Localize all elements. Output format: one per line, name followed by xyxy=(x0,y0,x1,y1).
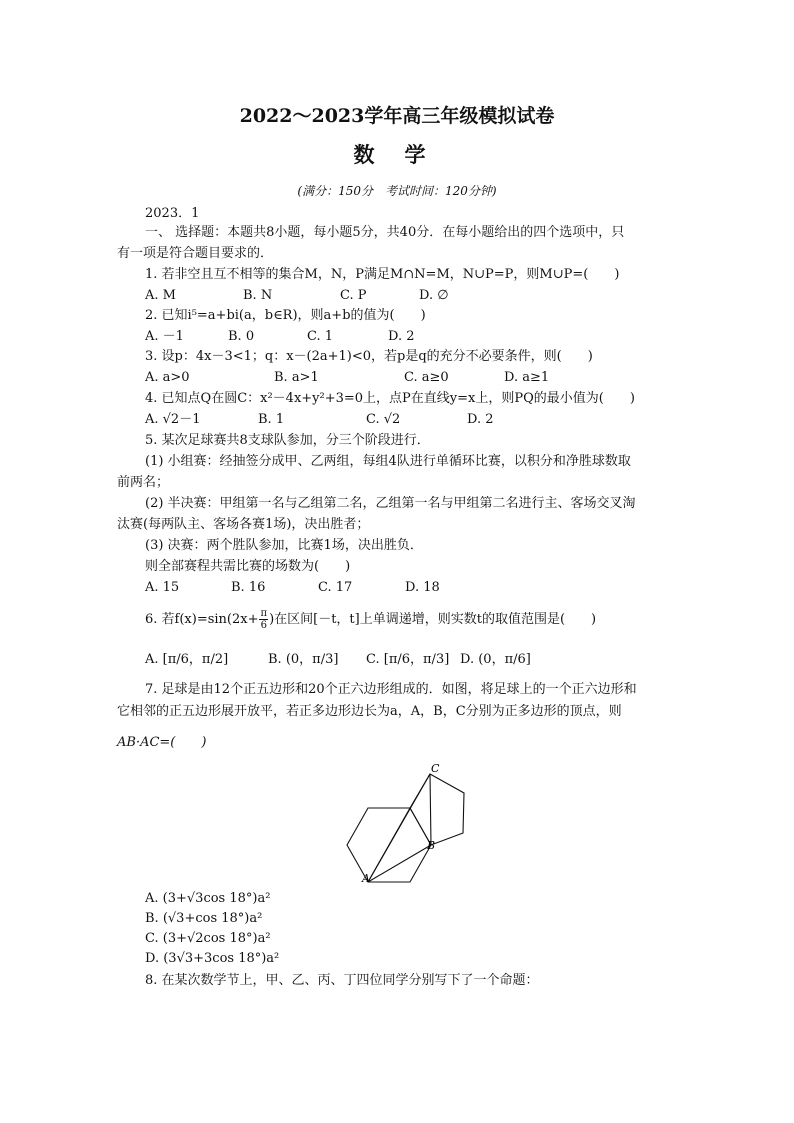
q4-option-c: C. √2 xyxy=(366,412,401,427)
q7-line2: 它相邻的正五边形展开放平，若正多边形边长为a，A，B，C分别为正多边形的顶点，则 xyxy=(117,704,622,719)
q3-option-a: A. a>0 xyxy=(145,370,190,385)
q4-option-d: D. 2 xyxy=(467,412,494,427)
q5-option-b: B. 16 xyxy=(231,580,266,595)
q6-fraction xyxy=(259,608,268,631)
segment-cb xyxy=(430,774,431,845)
exam-title: 2022～2023学年高三年级模拟试卷 xyxy=(239,105,555,127)
subject-title: 数学 xyxy=(353,142,456,167)
q5-line3: (3) 决赛：两个胜队参加，比赛1场，决出胜负． xyxy=(145,538,423,553)
q7-option-b: B. (√3+cos 18°)a² xyxy=(145,911,263,926)
q3-option-d: D. a≥1 xyxy=(504,370,550,385)
score-info: (满分：150分 考试时间：120分钟) xyxy=(297,184,497,198)
label-a: A xyxy=(362,872,370,885)
segment-ab xyxy=(368,845,431,882)
q6-option-c: C. [π/6，π/3] xyxy=(366,652,450,667)
q6-stem xyxy=(145,608,596,631)
q6-stem-b: )在区间[－t，t]上单调递增，则实数t的取值范围是( ) xyxy=(269,612,597,627)
q1-option-a: A. M xyxy=(145,288,176,303)
q5-line2: (2) 半决赛：甲组第一名与乙组第二名，乙组第一名与甲组第二名进行主、客场交叉淘 xyxy=(145,496,636,511)
exam-date: 2023．1 xyxy=(145,206,200,221)
q6-stem-a: 6. 若f(x)=sin(2x+ xyxy=(145,612,259,627)
q5-line1b: 前两名； xyxy=(117,475,170,490)
q1-option-b: B. N xyxy=(243,288,273,303)
q5-line4: 则全部赛程共需比赛的场数为( ) xyxy=(145,559,351,574)
q7-option-d: D. (3√3+3cos 18°)a² xyxy=(145,951,280,966)
q3-option-c: C. a≥0 xyxy=(404,370,449,385)
q6-fraction-den: 6 xyxy=(260,620,267,631)
section-intro-line1: 一、 选择题：本题共8小题，每小题5分，共40分．在每小题给出的四个选项中，只 xyxy=(145,225,625,240)
q3-option-b: B. a>1 xyxy=(274,370,319,385)
q8-stem: 8. 在某次数学节上，甲、乙、丙、丁四位同学分别写下了一个命题： xyxy=(145,973,539,988)
q4-stem: 4. 已知点Q在圆C：x²－4x+y²+3=0上，点P在直线y=x上，则PQ的最小值为( ) xyxy=(145,391,635,406)
q7-option-a: A. (3+√3cos 18°)a² xyxy=(145,891,271,906)
q4-option-a: A. √2－1 xyxy=(145,412,201,427)
q5-option-c: C. 17 xyxy=(318,580,353,595)
q6-fraction-num: π xyxy=(260,608,268,619)
q1-stem: 1. 若非空且互不相等的集合M，N，P满足M∩N=M，N∪P=P，则M∪P=( ) xyxy=(145,267,620,282)
q2-option-a: A. －1 xyxy=(145,329,184,344)
section-intro-line2: 有一项是符合题目要求的． xyxy=(117,246,274,261)
q1-option-d: D. ∅ xyxy=(419,288,449,303)
q6-option-b: B. (0，π/3] xyxy=(268,652,339,667)
label-b: B xyxy=(427,839,436,852)
q2-option-b: B. 0 xyxy=(228,329,255,344)
segment-hex-diagonal xyxy=(368,808,410,882)
q7-option-c: C. (3+√2cos 18°)a² xyxy=(145,931,271,946)
q7-line1: 7. 足球是由12个正五边形和20个正六边形组成的．如图，将足球上的一个正六边形和 xyxy=(145,682,637,697)
q5-option-d: D. 18 xyxy=(405,580,440,595)
label-c: C xyxy=(431,762,440,775)
q2-option-c: C. 1 xyxy=(307,329,334,344)
q5-line1: (1) 小组赛：经抽签分成甲、乙两组，每组4队进行单循环比赛，以积分和净胜球数取 xyxy=(145,454,631,469)
q5-stem: 5. 某次足球赛共8支球队参加，分三个阶段进行． xyxy=(145,433,430,448)
q1-option-c: C. P xyxy=(340,288,367,303)
q2-stem: 2. 已知i⁵=a+bi(a，b∈R)，则a+b的值为( ) xyxy=(145,308,426,323)
q3-stem: 3. 设p：4x－3<1；q：x－(2a+1)<0，若p是q的充分不必要条件，则( ) xyxy=(145,349,593,364)
q6-option-d: D. (0，π/6] xyxy=(460,652,531,667)
q7-line3: AB·AC=( ) xyxy=(117,735,207,750)
q4-option-b: B. 1 xyxy=(258,412,285,427)
soccer-net-figure xyxy=(340,760,480,885)
pentagon-shape xyxy=(410,774,464,845)
q5-line2b: 汰赛(每两队主、客场各赛1场)，决出胜者； xyxy=(117,517,370,532)
q2-option-d: D. 2 xyxy=(388,329,415,344)
q5-option-a: A. 15 xyxy=(145,580,180,595)
q6-option-a: A. [π/6，π/2] xyxy=(145,652,229,667)
